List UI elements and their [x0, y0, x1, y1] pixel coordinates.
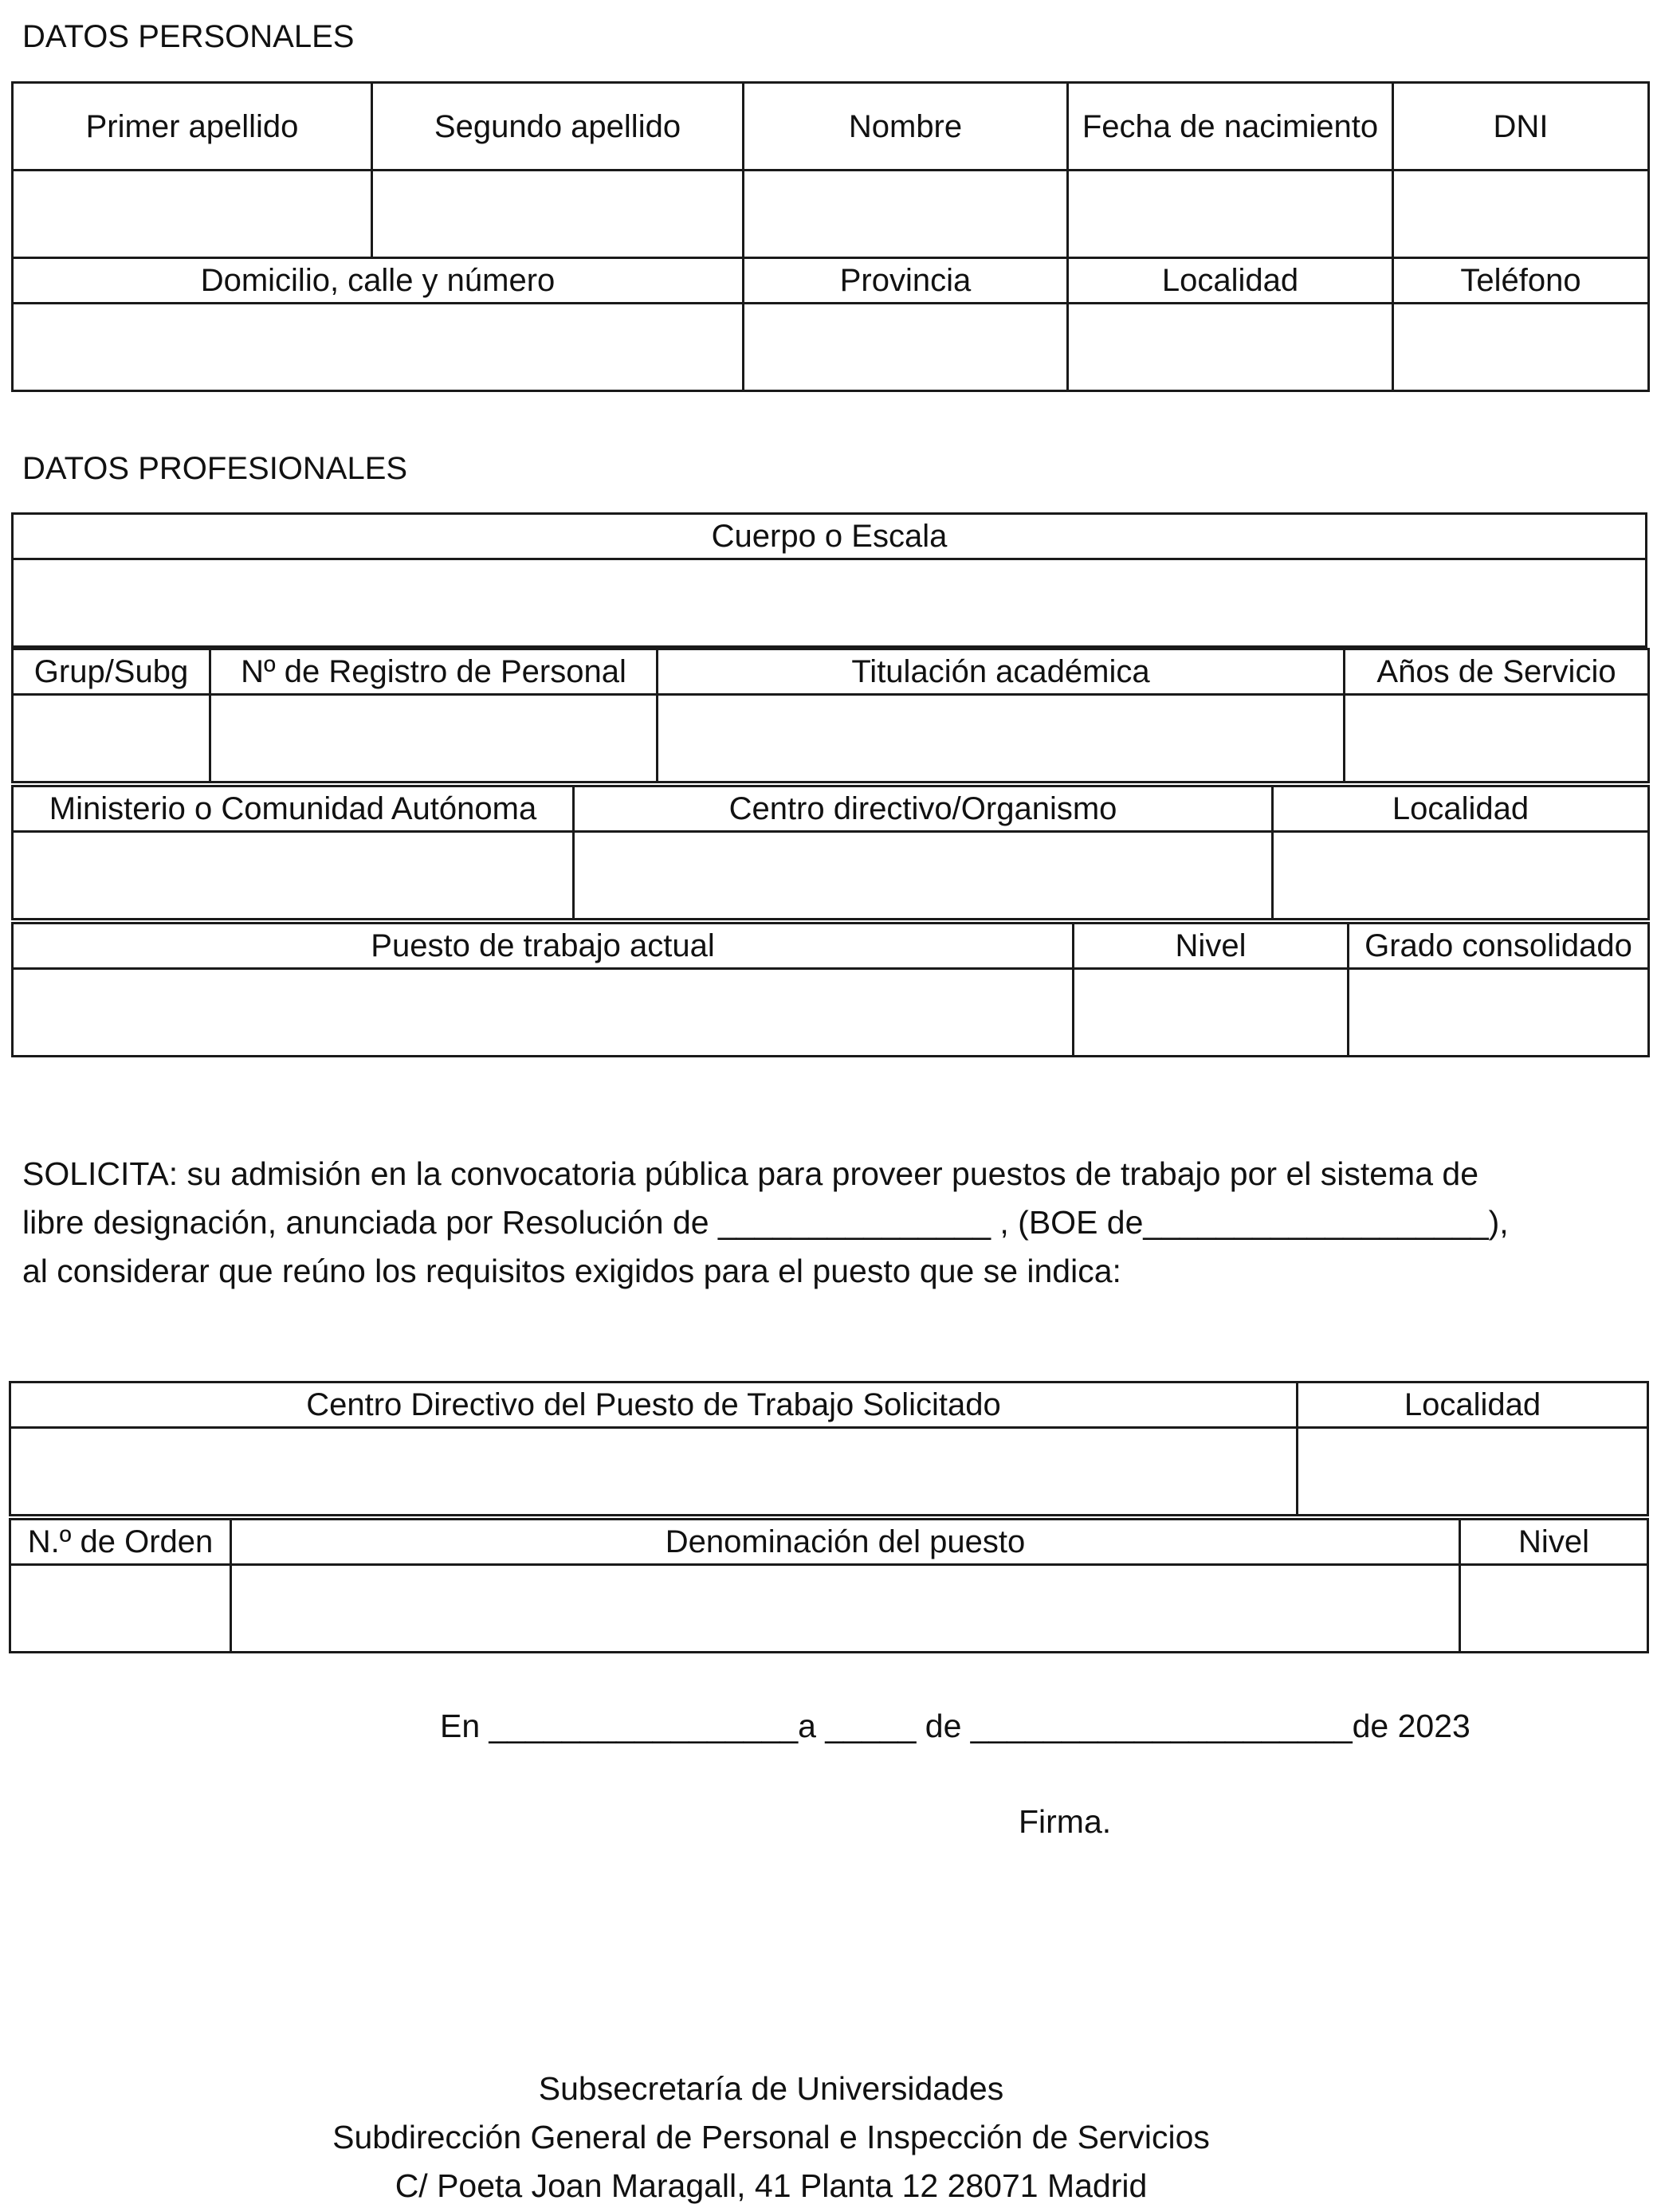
- header-domicilio: Domicilio, calle y número: [13, 258, 744, 304]
- personal-data-table: [11, 81, 1650, 392]
- professional-post-table: [11, 922, 1650, 1057]
- signature-label: Firma.: [1019, 1803, 1112, 1840]
- field-nivel-actual[interactable]: [1074, 969, 1349, 1057]
- field-denominacion[interactable]: [231, 1565, 1460, 1653]
- header-cuerpo-escala: Cuerpo o Escala: [13, 514, 1647, 559]
- request-line-1: SOLICITA: su admisión en la convocatoria pública para proveer puestos de trabajo por el sistema de: [22, 1155, 1479, 1192]
- header-registro-personal: Nº de Registro de Personal: [210, 649, 658, 695]
- field-centro-solicitado[interactable]: [10, 1428, 1298, 1516]
- header-localidad-solicitada: Localidad: [1298, 1382, 1648, 1428]
- header-grado-consolidado: Grado consolidado: [1349, 924, 1649, 969]
- header-denominacion: Denominación del puesto: [231, 1520, 1460, 1565]
- header-centro-solicitado: Centro Directivo del Puesto de Trabajo Solicitado: [10, 1382, 1298, 1428]
- field-puesto-actual[interactable]: [13, 969, 1074, 1057]
- field-cuerpo-escala[interactable]: [13, 559, 1647, 647]
- header-titulacion: Titulación académica: [658, 649, 1345, 695]
- header-nombre: Nombre: [744, 83, 1068, 171]
- header-provincia: Provincia: [744, 258, 1068, 304]
- header-nivel-solicitado: Nivel: [1460, 1520, 1648, 1565]
- field-localidad-prof[interactable]: [1273, 832, 1649, 920]
- field-dni[interactable]: [1393, 171, 1649, 258]
- field-ministerio[interactable]: [13, 832, 574, 920]
- field-grup-subg[interactable]: [13, 695, 210, 782]
- field-grado-consolidado[interactable]: [1349, 969, 1649, 1057]
- requested-post-table: [9, 1518, 1649, 1653]
- field-segundo-apellido[interactable]: [372, 171, 744, 258]
- field-fecha-nacimiento[interactable]: [1068, 171, 1393, 258]
- header-localidad: Localidad: [1068, 258, 1393, 304]
- footer-line-1: Subsecretaría de Universidades: [538, 2070, 1004, 2107]
- header-puesto-actual: Puesto de trabajo actual: [13, 924, 1074, 969]
- professional-group-table: [11, 648, 1650, 783]
- field-titulacion[interactable]: [658, 695, 1345, 782]
- header-centro-directivo: Centro directivo/Organismo: [574, 786, 1273, 832]
- request-line-2: libre designación, anunciada por Resolución de _______________ , (BOE de___________________),: [22, 1204, 1509, 1241]
- section-title-personal: DATOS PERSONALES: [22, 19, 355, 54]
- header-primer-apellido: Primer apellido: [13, 83, 372, 171]
- professional-ministry-table: [11, 785, 1650, 920]
- field-telefono[interactable]: [1393, 304, 1649, 391]
- field-centro-directivo[interactable]: [574, 832, 1273, 920]
- header-dni: DNI: [1393, 83, 1649, 171]
- field-nivel-solicitado[interactable]: [1460, 1565, 1648, 1653]
- header-segundo-apellido: Segundo apellido: [372, 83, 744, 171]
- date-line: En _________________a _____ de _____________________de 2023: [440, 1708, 1470, 1744]
- header-anos-servicio: Años de Servicio: [1345, 649, 1649, 695]
- header-localidad-prof: Localidad: [1273, 786, 1649, 832]
- field-localidad[interactable]: [1068, 304, 1393, 391]
- professional-body-table: [11, 512, 1647, 648]
- requested-center-table: [9, 1381, 1649, 1516]
- field-primer-apellido[interactable]: [13, 171, 372, 258]
- field-domicilio[interactable]: [13, 304, 744, 391]
- header-telefono: Teléfono: [1393, 258, 1649, 304]
- field-anos-servicio[interactable]: [1345, 695, 1649, 782]
- header-nivel-actual: Nivel: [1074, 924, 1349, 969]
- header-grup-subg: Grup/Subg: [13, 649, 210, 695]
- header-numero-orden: N.º de Orden: [10, 1520, 231, 1565]
- field-nombre[interactable]: [744, 171, 1068, 258]
- section-title-professional: DATOS PROFESIONALES: [22, 451, 408, 486]
- header-fecha-nacimiento: Fecha de nacimiento: [1068, 83, 1393, 171]
- field-numero-orden[interactable]: [10, 1565, 231, 1653]
- footer-line-2: Subdirección General de Personal e Inspección de Servicios: [332, 2119, 1210, 2155]
- request-line-3: al considerar que reúno los requisitos exigidos para el puesto que se indica:: [22, 1253, 1121, 1289]
- field-provincia[interactable]: [744, 304, 1068, 391]
- field-registro-personal[interactable]: [210, 695, 658, 782]
- field-localidad-solicitada[interactable]: [1298, 1428, 1648, 1516]
- header-ministerio: Ministerio o Comunidad Autónoma: [13, 786, 574, 832]
- footer-line-3: C/ Poeta Joan Maragall, 41 Planta 12 28071 Madrid: [395, 2167, 1148, 2204]
